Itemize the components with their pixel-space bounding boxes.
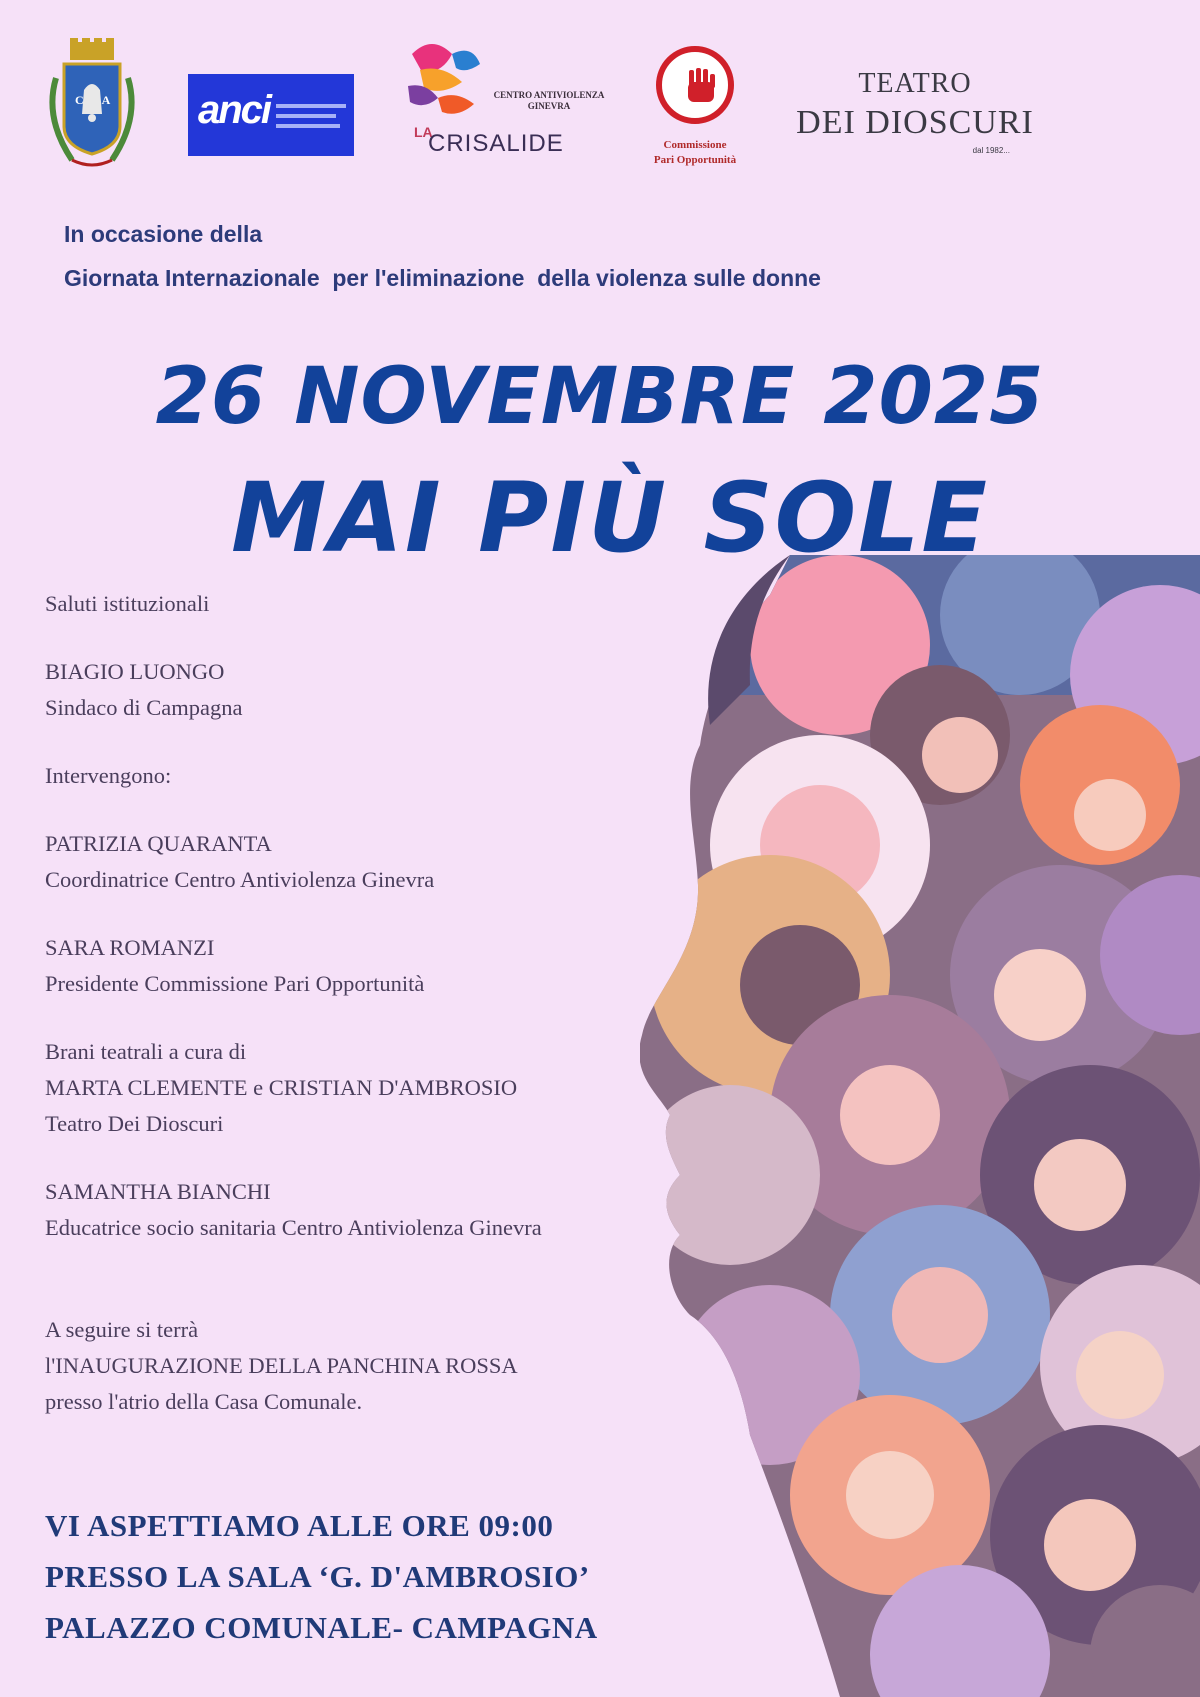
mayor-name: BIAGIO LUONGO bbox=[45, 659, 225, 684]
speaker-role: Coordinatrice Centro Antiviolenza Ginevra bbox=[45, 867, 435, 892]
event-title: MAI PIÙ SOLE bbox=[231, 462, 989, 574]
follow-up-line: A seguire si terrà bbox=[45, 1317, 199, 1342]
closing-time: VI ASPETTIAMO ALLE ORE 09:00 bbox=[45, 1508, 554, 1543]
closing-place: PALAZZO COMUNALE- CAMPAGNA bbox=[45, 1610, 598, 1645]
intro-text bbox=[64, 212, 821, 300]
teatro-line3: dal 1982... bbox=[972, 146, 1010, 155]
commissione-emblem bbox=[656, 46, 734, 124]
intro-line1: In occasione della bbox=[64, 221, 263, 247]
crisalide-subtitle: CENTRO ANTIVIOLENZA GINEVRA bbox=[493, 90, 605, 111]
speakers-heading: Intervengono: bbox=[45, 763, 172, 788]
commissione-line1: Commissione bbox=[663, 139, 727, 151]
speaker-role: Educatrice socio sanitaria Centro Antiviolenza Ginevra bbox=[45, 1215, 542, 1240]
crisalide-prefix: LA bbox=[414, 124, 433, 140]
speaker-role: Presidente Commissione Pari Opportunità bbox=[45, 971, 425, 996]
anci-wordmark: anci bbox=[198, 88, 271, 132]
commissione-line2: Pari Opportunità bbox=[653, 154, 737, 166]
program-list bbox=[45, 586, 685, 1420]
crisalide-name: CRISALIDE bbox=[428, 130, 564, 157]
crest-letters: CA bbox=[75, 93, 129, 107]
hand-icon bbox=[686, 68, 716, 104]
speaker-name: SAMANTHA BIANCHI bbox=[45, 1179, 271, 1204]
closing-venue: PRESSO LA SALA ‘G. D'AMBROSIO’ bbox=[45, 1559, 590, 1594]
la-crisalide-logo bbox=[402, 34, 612, 164]
event-date: 26 NOVEMBRE 2025 bbox=[155, 352, 1045, 442]
speaker-name: PATRIZIA QUARANTA bbox=[45, 831, 272, 856]
anci-logo bbox=[188, 74, 354, 156]
intro-line2: Giornata Internazionale per l'eliminazione della violenza sulle donne bbox=[64, 265, 821, 291]
closing-info bbox=[45, 1500, 598, 1653]
teatro-line2: DEI DIOSCURI bbox=[796, 104, 1034, 141]
commissione-pari-opportunita-logo bbox=[640, 46, 750, 176]
women-profile-illustration bbox=[640, 555, 1200, 1697]
teatro-line1: TEATRO bbox=[858, 68, 972, 99]
speaker-name: SARA ROMANZI bbox=[45, 935, 215, 960]
theatre-performers: MARTA CLEMENTE e CRISTIAN D'AMBROSIO bbox=[45, 1075, 518, 1100]
butterfly-icon bbox=[402, 34, 492, 130]
anci-small-text bbox=[276, 104, 346, 108]
anci-small-text bbox=[276, 114, 336, 118]
theatre-company: Teatro Dei Dioscuri bbox=[45, 1111, 224, 1136]
follow-up-line: presso l'atrio della Casa Comunale. bbox=[45, 1389, 363, 1414]
teatro-dei-dioscuri-logo bbox=[790, 68, 1040, 164]
mayor-role: Sindaco di Campagna bbox=[45, 695, 243, 720]
theatre-heading: Brani teatrali a cura di bbox=[45, 1039, 247, 1064]
follow-up-line: l'INAUGURAZIONE DELLA PANCHINA ROSSA bbox=[45, 1353, 518, 1378]
municipal-crest-logo bbox=[42, 38, 142, 178]
greetings-label: Saluti istituzionali bbox=[45, 591, 210, 616]
anci-small-text bbox=[276, 124, 340, 128]
